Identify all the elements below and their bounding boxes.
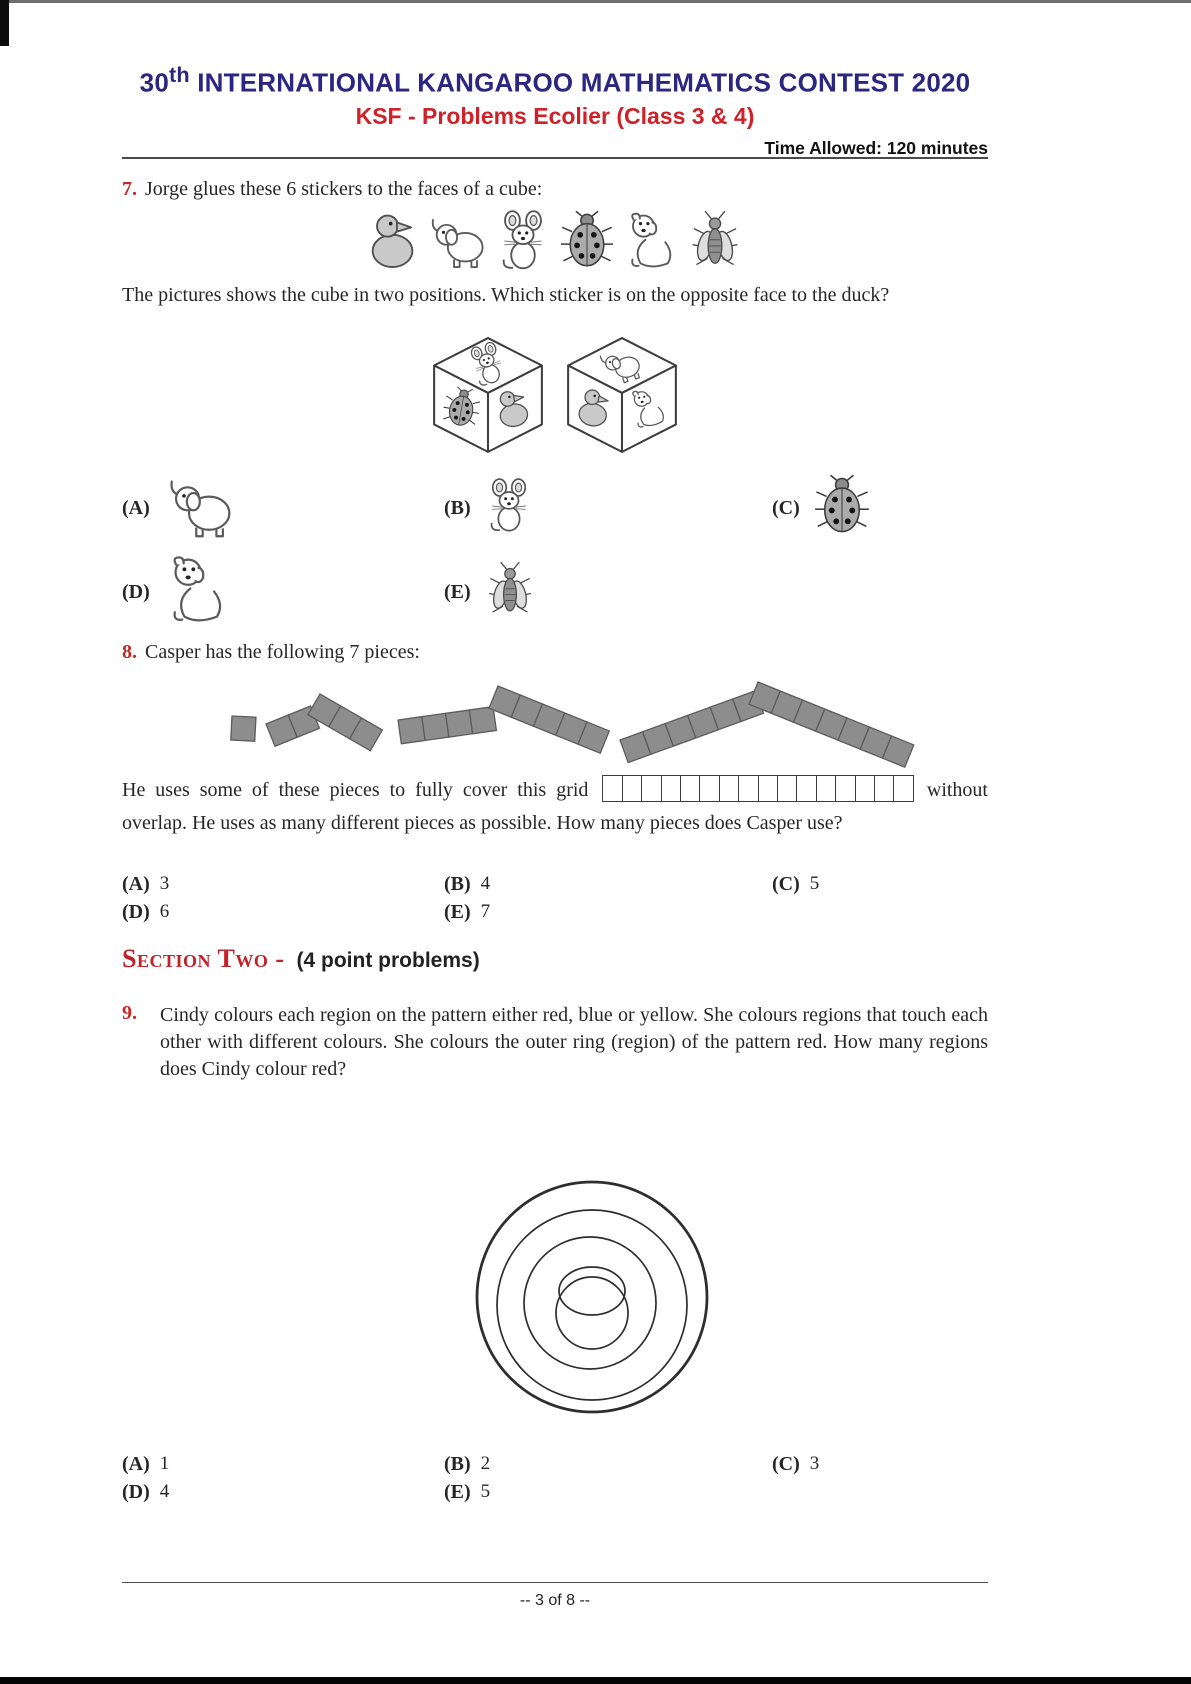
q7-options-row-1 xyxy=(122,468,988,548)
title-text: INTERNATIONAL KANGAROO MATHEMATICS CONTEST 2020 xyxy=(189,67,971,98)
question-7-heading xyxy=(122,178,988,201)
ladybug-icon xyxy=(556,204,618,278)
piece-4-squares xyxy=(398,707,496,744)
q8-option-b-value: 4 xyxy=(480,873,491,894)
question-7-text: Jorge glues these 6 stickers to the faces of a cube: xyxy=(145,178,543,200)
q8-cover-text-before: He uses some of these pieces to fully cover this grid xyxy=(122,779,589,801)
page-indicator: -- 3 of 8 -- xyxy=(519,1592,591,1609)
title-number: 30 xyxy=(139,67,169,98)
piece-5-squares xyxy=(489,686,609,753)
dog-icon xyxy=(620,204,682,278)
grid-cell xyxy=(816,775,837,802)
piece-3-squares xyxy=(308,694,382,751)
q8-option-d-value: 6 xyxy=(159,901,170,922)
question-8-text: Casper has the following 7 pieces: xyxy=(145,641,420,663)
page-header xyxy=(122,62,988,159)
q8-option-d xyxy=(122,897,169,927)
elephant-icon xyxy=(160,470,244,542)
q7-option-d xyxy=(122,552,234,632)
q7-option-a-label: (A) xyxy=(122,496,150,519)
q9-option-e-value: 5 xyxy=(480,1481,491,1502)
q9-option-c-label: (C) xyxy=(772,1452,800,1475)
title-ordinal: th xyxy=(168,62,190,87)
question-8-number: 8. xyxy=(122,641,137,663)
q7-option-c-label: (C) xyxy=(772,496,800,519)
header-rule xyxy=(122,157,988,159)
grid-cell xyxy=(661,775,682,802)
section-detail: (4 point problems) xyxy=(296,949,480,972)
q8-options-row-2 xyxy=(122,897,988,927)
q8-option-b xyxy=(444,869,490,899)
q9-option-d xyxy=(122,1477,169,1507)
q8-options-row-1 xyxy=(122,869,988,899)
q9-option-d-label: (D) xyxy=(122,1480,150,1503)
q9-options-row-1 xyxy=(122,1449,988,1479)
q8-option-a-value: 3 xyxy=(159,873,170,894)
question-8-heading xyxy=(122,641,988,664)
q7-option-a-image xyxy=(160,470,244,547)
q7-option-b xyxy=(444,468,537,548)
grid-cell xyxy=(835,775,856,802)
contest-subtitle: KSF - Problems Ecolier (Class 3 & 4) xyxy=(355,102,755,129)
q8-option-e-value: 7 xyxy=(480,901,491,922)
sticker-row xyxy=(122,204,988,278)
ladybug-icon xyxy=(810,472,874,540)
footer-rule xyxy=(122,1582,988,1583)
q8-cover-paragraph xyxy=(122,775,988,837)
q9-options-row-2 xyxy=(122,1477,988,1507)
grid-cell xyxy=(758,775,779,802)
outer-ring xyxy=(477,1182,707,1412)
q9-option-c xyxy=(772,1449,819,1479)
contest-title xyxy=(122,62,988,99)
q9-option-a-label: (A) xyxy=(122,1452,150,1475)
cube-figure-1 xyxy=(428,334,548,458)
question-9-number: 9. xyxy=(122,1002,137,1024)
piece-6-squares xyxy=(620,691,764,763)
q7-option-c-image xyxy=(810,472,874,545)
q7-option-c xyxy=(772,468,874,548)
cube-figure-2 xyxy=(562,334,682,458)
q8-option-a xyxy=(122,869,169,899)
q8-option-c xyxy=(772,869,819,899)
time-allowed: Time Allowed: 120 minutes xyxy=(764,137,988,158)
q7-option-d-label: (D) xyxy=(122,580,150,603)
q7-option-e-image xyxy=(481,551,539,634)
cube-figures xyxy=(122,334,988,458)
coverage-grid xyxy=(602,775,913,810)
q8-option-b-label: (B) xyxy=(444,872,471,895)
grid-cell xyxy=(796,775,817,802)
elephant-icon xyxy=(428,204,490,278)
grid-cell xyxy=(777,775,798,802)
q8-option-e-label: (E) xyxy=(444,900,471,923)
pieces-figure xyxy=(222,672,916,770)
grid-cell xyxy=(622,775,643,802)
q9-option-e-label: (E) xyxy=(444,1480,471,1503)
q9-option-e xyxy=(444,1477,490,1507)
grid-cell xyxy=(641,775,662,802)
q9-option-c-value: 3 xyxy=(809,1453,820,1474)
q8-option-a-label: (A) xyxy=(122,872,150,895)
duck-icon xyxy=(364,204,426,278)
bottom-border-bar xyxy=(0,1677,1191,1684)
q8-option-d-label: (D) xyxy=(122,900,150,923)
piece-1-squares xyxy=(231,716,256,741)
q8-cover-text-after: without overlap. He uses as many different pieces as possible. How many pieces does Casper use? xyxy=(122,779,988,834)
question-9-text: Cindy colours each region on the pattern either red, blue or yellow. She colours regions that touch each other with different colours. She colours the outer ring (region) of the pattern red. How many regions does Cindy colour red? xyxy=(160,1004,988,1080)
top-border-line xyxy=(0,0,1191,3)
question-7-number: 7. xyxy=(122,178,137,200)
grid-cell xyxy=(719,775,740,802)
q9-option-a-value: 1 xyxy=(159,1453,170,1474)
q8-option-e xyxy=(444,897,490,927)
mouse-icon xyxy=(492,204,554,278)
piece-7-squares xyxy=(749,682,914,767)
dog-icon xyxy=(160,551,234,629)
question-9 xyxy=(122,1002,988,1083)
q9-option-b xyxy=(444,1449,490,1479)
q7-option-d-image xyxy=(160,551,234,634)
fly-icon xyxy=(684,204,746,278)
question-7-followup: The pictures shows the cube in two positions. Which sticker is on the opposite face to the duck? xyxy=(122,284,890,306)
q7-option-e-label: (E) xyxy=(444,580,471,603)
grid-cell xyxy=(893,775,914,802)
q8-option-c-label: (C) xyxy=(772,872,800,895)
grid-cell xyxy=(699,775,720,802)
q9-option-b-label: (B) xyxy=(444,1452,471,1475)
q9-option-d-value: 4 xyxy=(159,1481,170,1502)
q7-options-row-2 xyxy=(122,552,988,632)
q9-option-b-value: 2 xyxy=(480,1453,491,1474)
scan-corner-mark xyxy=(0,0,9,46)
q7-option-b-label: (B) xyxy=(444,496,471,519)
grid-cell xyxy=(602,775,623,802)
q9-option-a xyxy=(122,1449,169,1479)
q7-option-b-image xyxy=(481,468,537,549)
q7-option-e xyxy=(444,552,539,632)
section-two-heading xyxy=(122,944,988,974)
grid-cell xyxy=(680,775,701,802)
mouse-icon xyxy=(481,468,537,544)
section-name: Section Two - xyxy=(122,944,285,973)
circle-pattern-figure xyxy=(449,1168,737,1426)
grid-cell xyxy=(738,775,759,802)
q7-option-a xyxy=(122,468,244,548)
q8-option-c-value: 5 xyxy=(809,873,820,894)
grid-cell xyxy=(855,775,876,802)
fly-icon xyxy=(481,551,539,629)
grid-cell xyxy=(874,775,895,802)
